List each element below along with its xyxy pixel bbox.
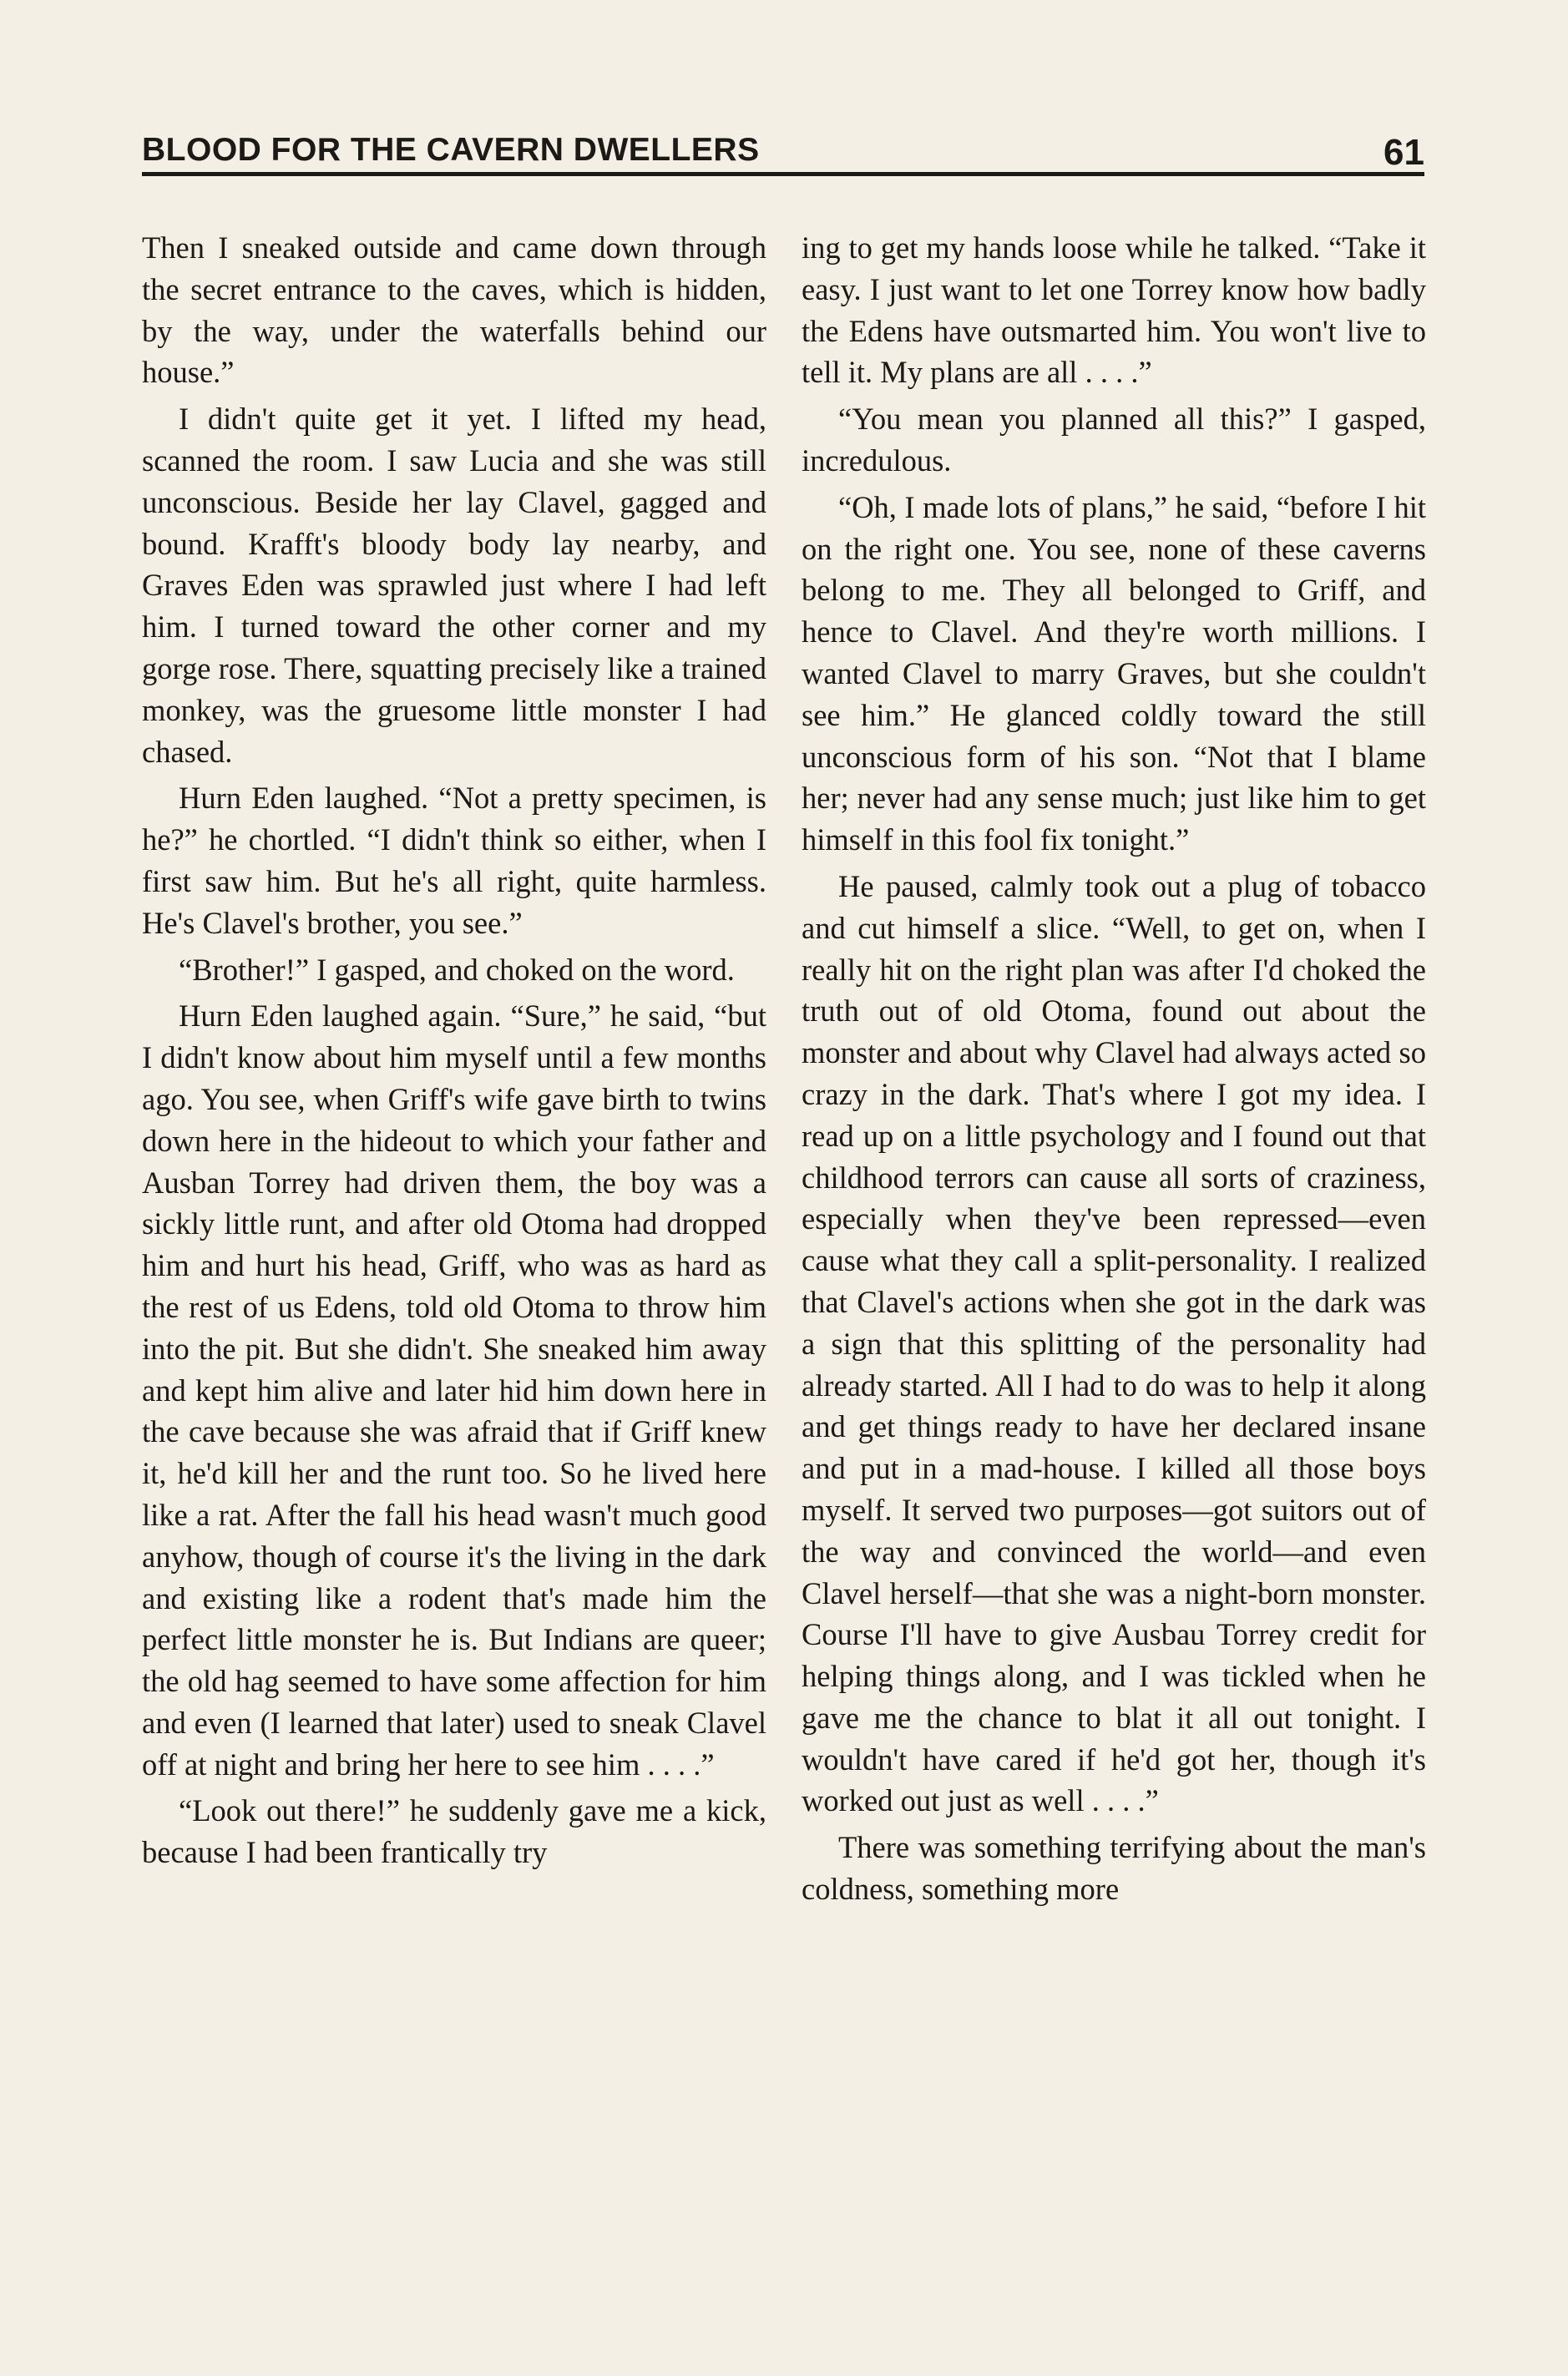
right-column (802, 227, 1426, 1915)
paragraph: “Look out there!” he suddenly gave me a kick, because I had been frantically try (142, 1793, 766, 1870)
paragraph: I didn't quite get it yet. I lifted my head, scanned the room. I saw Lucia and she was still unconscious. Beside her lay Clavel, gagged and bound. Krafft's bloody body lay nearby, and Graves Eden was sprawled just where I had left him. I turned toward the other corner and my gorge rose. There, squatting precisely like a trained monkey, was the gruesome little monster I had chased. (142, 402, 766, 769)
paragraph: “Oh, I made lots of plans,” he said, “before I hit on the right one. You see, none of these caverns belong to me. They all belonged to Griff, and hence to Clavel. And they're worth millions. I wanted Clavel to marry Graves, but she couldn't see him.” He glanced coldly toward the still unconscious form of his son. “Not that I blame her; never had any sense much; just like him to get himself in this fool fix tonight.” (802, 489, 1426, 857)
paragraph: Hurn Eden laughed again. “Sure,” he said, “but I didn't know about him myself until a few months ago. You see, when Griff's wife gave birth to twins down here in the hideout to which your father and Ausban Torrey had driven them, the boy was a sickly little runt, and after old Otoma had dropped him and hurt his head, Griff, who was as hard as the rest of us Edens, told old Otoma to throw him into the pit. But she didn't. She sneaked him away and kept him alive and later hid him down here in the cave because she was afraid that if Griff knew it, he'd kill her and the runt too. So he lived here like a rat. After the fall his head wasn't much good anyhow, though of course it's the living in the dark and existing like a rodent that's made him the perfect little monster he is. But Indians are queer; the old hag seemed to have some affection for him and even (I learned that later) used to sneak Clavel off at night and bring her here to see him . . . .” (142, 998, 766, 1782)
paragraph: He paused, calmly took out a plug of tobacco and cut himself a slice. “Well, to get on, when I really hit on the right plan was after I'd choked the truth out of old Otoma, found out about the monster and about why Clavel had always acted so crazy in the dark. That's where I got my idea. I read up on a little psychology and I found out that childhood terrors can cause all sorts of craziness, especially when they've been repressed—even cause what they call a split-personality. I realized that Clavel's actions when she got in the dark was a sign that this splitting of the personality had already started. All I had to do was to help it along and get things ready to have her declared insane and put in a mad-house. I killed all those boys myself. It served two purposes—got suitors out of the way and convinced the world—and even Clavel herself—that she was a night-born monster. Course I'll have to give Ausbau Torrey credit for helping things along, and I was tickled when he gave me the chance to blat it all out tonight. I wouldn't have cared if he'd got her, though it's worked out just as well . . . .” (802, 868, 1426, 1818)
paragraph: There was something terrifying about the man's coldness, something more (802, 1830, 1426, 1907)
running-title: BLOOD FOR THE CAVERN DWELLERS (142, 132, 760, 168)
page-number: 61 (1383, 132, 1424, 173)
header-rule (142, 172, 1424, 176)
left-column (142, 227, 766, 1878)
paragraph: “Brother!” I gasped, and choked on the word. (179, 952, 735, 987)
paragraph: Hurn Eden laughed. “Not a pretty specimen, is he?” he chortled. “I didn't think so either, when I first saw him. But he's all right, quite harmless. He's Clavel's brother, you see.” (142, 781, 766, 940)
paragraph: “You mean you planned all this?” I gasped, incredulous. (802, 402, 1426, 478)
paragraph: Then I sneaked outside and came down through the secret entrance to the caves, which is hidden, by the way, under the waterfalls behind our house.” (142, 230, 766, 390)
running-header (142, 124, 1424, 174)
paragraph: ing to get my hands loose while he talked. “Take it easy. I just want to let one Torrey know how badly the Edens have outsmarted him. You won't live to tell it. My plans are all . . . .” (802, 230, 1426, 390)
